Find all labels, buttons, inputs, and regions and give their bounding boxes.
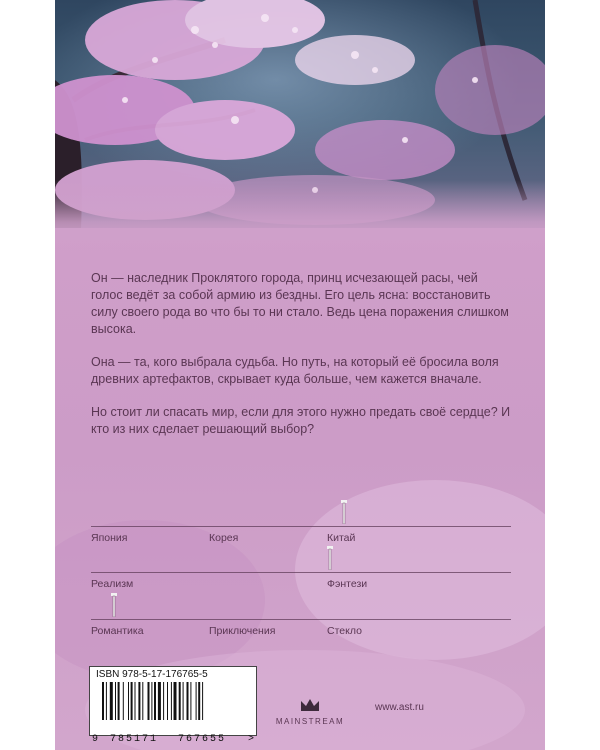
scale-label-right: Стекло bbox=[327, 625, 362, 637]
barcode-bar bbox=[118, 682, 120, 720]
scale-label-middle: Приключения bbox=[209, 625, 276, 637]
scale-line bbox=[91, 526, 511, 527]
blurb-paragraph-3: Но стоит ли спасать мир, если для этого нужно предать своё сердце? И кто из них сделает решающий выбор? bbox=[91, 405, 511, 436]
barcode-bar bbox=[106, 682, 107, 720]
scale-marker-icon bbox=[341, 500, 347, 524]
blurb-paragraph-1: Он — наследник Проклятого города, принц исчезающей расы, чей голос ведёт за собой армию из бездны. Его цель ясна: восстановить силу своего рода во что бы то ни стало. Ведь цена поражения слишком высока. bbox=[91, 271, 509, 336]
publisher-logo bbox=[255, 697, 365, 726]
barcode-bar bbox=[167, 682, 168, 720]
barcode-digits-right: 767655 bbox=[178, 734, 227, 745]
barcode-arrow: > bbox=[248, 734, 255, 745]
barcode-bar bbox=[142, 682, 143, 720]
barcode-bars bbox=[102, 682, 250, 720]
scale-label-right: Китай bbox=[327, 532, 356, 544]
barcode-bar bbox=[158, 682, 161, 720]
barcode-digits-left: 785171 bbox=[110, 734, 159, 745]
scale-label-left: Реализм bbox=[91, 578, 134, 590]
barcode-bar bbox=[154, 682, 156, 720]
publisher-name: MAINSTREAM bbox=[275, 717, 345, 726]
barcode-bar bbox=[202, 682, 203, 720]
barcode-digit-first: 9 bbox=[92, 734, 99, 745]
barcode-bar bbox=[128, 682, 129, 720]
barcode-bar bbox=[135, 682, 136, 720]
barcode-bar bbox=[183, 682, 184, 720]
crown-icon bbox=[299, 697, 321, 713]
book-back-cover bbox=[55, 0, 545, 750]
blurb-paragraph-2: Она — та, кого выбрала судьба. Но путь, на который её бросила воля древних артефактов, скрывает куда больше, чем кажется вначале. bbox=[91, 355, 499, 386]
barcode-bar bbox=[110, 682, 113, 720]
barcode-bar bbox=[138, 682, 140, 720]
scale-label-left: Романтика bbox=[91, 625, 144, 637]
barcode-bar bbox=[115, 682, 116, 720]
scale-line bbox=[91, 619, 511, 620]
barcode-bar bbox=[196, 682, 197, 720]
scale-label-left: Япония bbox=[91, 532, 128, 544]
scale-row-1 bbox=[91, 514, 511, 544]
barcode-bar bbox=[123, 682, 124, 720]
scale-label-middle: Корея bbox=[209, 532, 239, 544]
barcode-bar bbox=[163, 682, 164, 720]
barcode-bar bbox=[174, 682, 177, 720]
scale-label-right: Фэнтези bbox=[327, 578, 368, 590]
illustration-fade bbox=[55, 180, 545, 240]
barcode bbox=[89, 666, 257, 745]
publisher-url: www.ast.ru bbox=[375, 702, 424, 713]
barcode-bar bbox=[151, 682, 152, 720]
scale-line bbox=[91, 572, 511, 573]
barcode-bar bbox=[190, 682, 191, 720]
scale-row-2 bbox=[91, 560, 511, 590]
barcode-bar bbox=[187, 682, 189, 720]
scale-marker-icon bbox=[111, 593, 117, 617]
barcode-bar bbox=[148, 682, 150, 720]
scale-row-3 bbox=[91, 607, 511, 637]
blurb bbox=[91, 270, 511, 454]
barcode-bar bbox=[198, 682, 200, 720]
barcode-bar bbox=[171, 682, 172, 720]
scale-marker-icon bbox=[327, 546, 333, 570]
barcode-bar bbox=[179, 682, 181, 720]
barcode-bar bbox=[102, 682, 104, 720]
isbn-label: ISBN 978-5-17-176765-5 bbox=[96, 669, 208, 680]
barcode-bar bbox=[131, 682, 133, 720]
